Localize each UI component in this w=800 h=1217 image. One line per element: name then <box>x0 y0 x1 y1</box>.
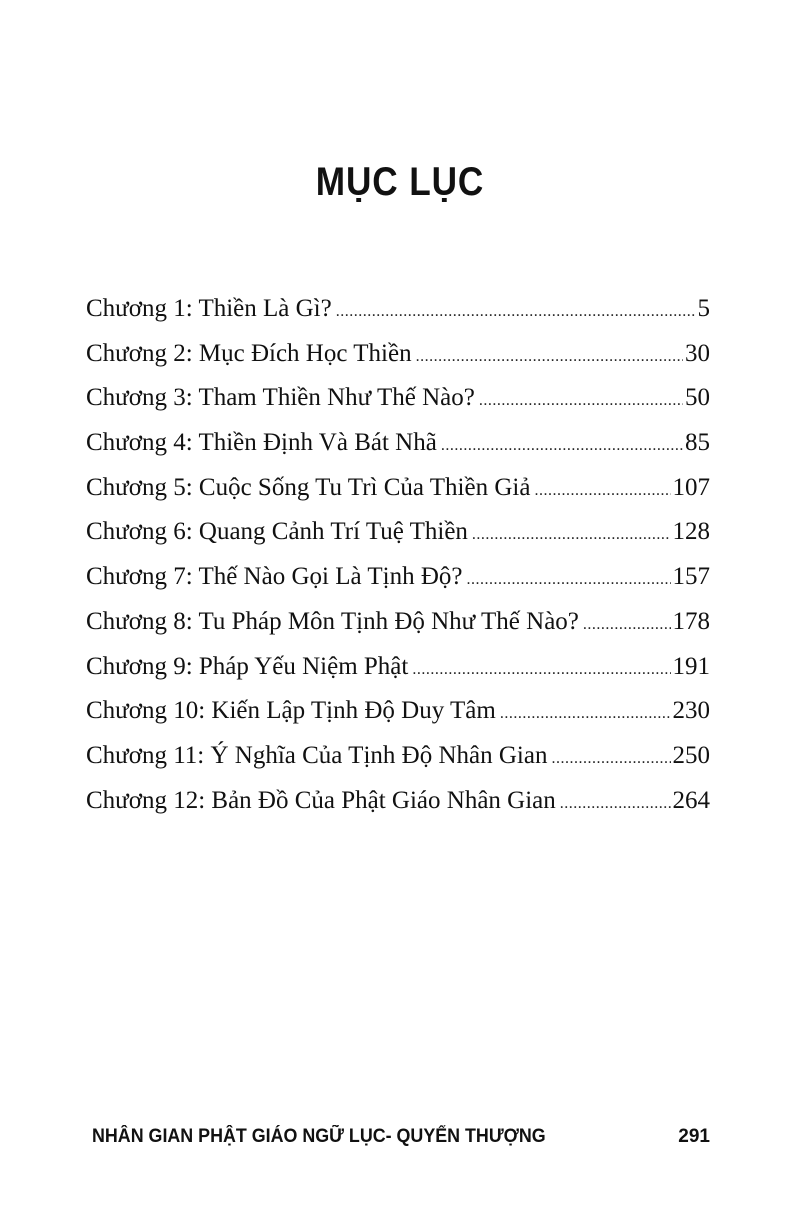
toc-entry-label: Chương 4: Thiền Định Và Bát Nhã <box>86 429 437 457</box>
toc-entry <box>86 510 710 555</box>
toc-leader-dots <box>534 469 670 514</box>
toc-leader-dots <box>336 290 696 335</box>
toc-entry-label: Chương 1: Thiền Là Gì? <box>86 295 332 322</box>
toc-entry-label: Chương 2: Mục Đích Học Thiền <box>86 339 412 367</box>
toc-entry <box>86 287 710 332</box>
toc-leader-dots <box>583 603 671 648</box>
running-footer-title: NHÂN GIAN PHẬT GIÁO NGỮ LỤC- QUYỂN THƯỢNG <box>92 1126 546 1147</box>
toc-entry-page: 178 <box>672 607 710 635</box>
toc-entry-page: 128 <box>672 518 710 546</box>
toc-entry-label: Chương 5: Cuộc Sống Tu Trì Của Thiền Giả <box>86 473 531 501</box>
toc-entry <box>86 332 710 377</box>
page-footer <box>92 1126 710 1148</box>
toc-entry-page: 250 <box>672 741 710 769</box>
toc-entry-page: 230 <box>672 697 710 725</box>
toc-entry <box>86 645 710 690</box>
toc-entry-page: 5 <box>697 295 710 322</box>
toc-entry-page: 191 <box>672 652 710 680</box>
toc-leader-dots <box>412 648 670 693</box>
toc-entry-label: Chương 11: Ý Nghĩa Của Tịnh Độ Nhân Gian <box>86 741 548 769</box>
toc-leader-dots <box>479 379 683 424</box>
toc-entry-label: Chương 7: Thế Nào Gọi Là Tịnh Độ? <box>86 563 463 591</box>
toc-entry <box>86 376 710 421</box>
toc-entry-page: 157 <box>672 563 710 591</box>
toc-entry-label: Chương 6: Quang Cảnh Trí Tuệ Thiền <box>86 518 468 546</box>
toc-entry-label: Chương 12: Bản Đồ Của Phật Giáo Nhân Gian <box>86 786 556 814</box>
toc-entry-page: 85 <box>685 429 710 457</box>
toc-entry-label: Chương 8: Tu Pháp Môn Tịnh Độ Như Thế Nào? <box>86 607 579 635</box>
toc-entry-page: 107 <box>672 473 710 501</box>
toc-entry-page: 30 <box>685 339 710 367</box>
toc-entry-page: 264 <box>672 786 710 814</box>
toc-entry <box>86 779 710 824</box>
page-title: MỤC LỤC <box>315 160 485 204</box>
toc-entry <box>86 689 710 734</box>
toc-entry-label: Chương 9: Pháp Yếu Niệm Phật <box>86 652 409 680</box>
toc-leader-dots <box>441 424 683 469</box>
toc-leader-dots <box>472 513 671 558</box>
toc-entry <box>86 600 710 645</box>
table-of-contents <box>86 287 710 823</box>
toc-leader-dots <box>467 558 671 603</box>
page-number: 291 <box>678 1126 710 1147</box>
toc-entry <box>86 734 710 779</box>
toc-entry <box>86 555 710 600</box>
toc-leader-dots <box>500 692 671 737</box>
toc-entry <box>86 421 710 466</box>
toc-entry <box>86 466 710 511</box>
toc-leader-dots <box>560 782 671 827</box>
toc-leader-dots <box>416 335 683 380</box>
toc-leader-dots <box>551 737 670 782</box>
toc-entry-label: Chương 3: Tham Thiền Như Thế Nào? <box>86 384 475 412</box>
toc-entry-page: 50 <box>685 384 710 412</box>
toc-entry-label: Chương 10: Kiến Lập Tịnh Độ Duy Tâm <box>86 697 496 725</box>
